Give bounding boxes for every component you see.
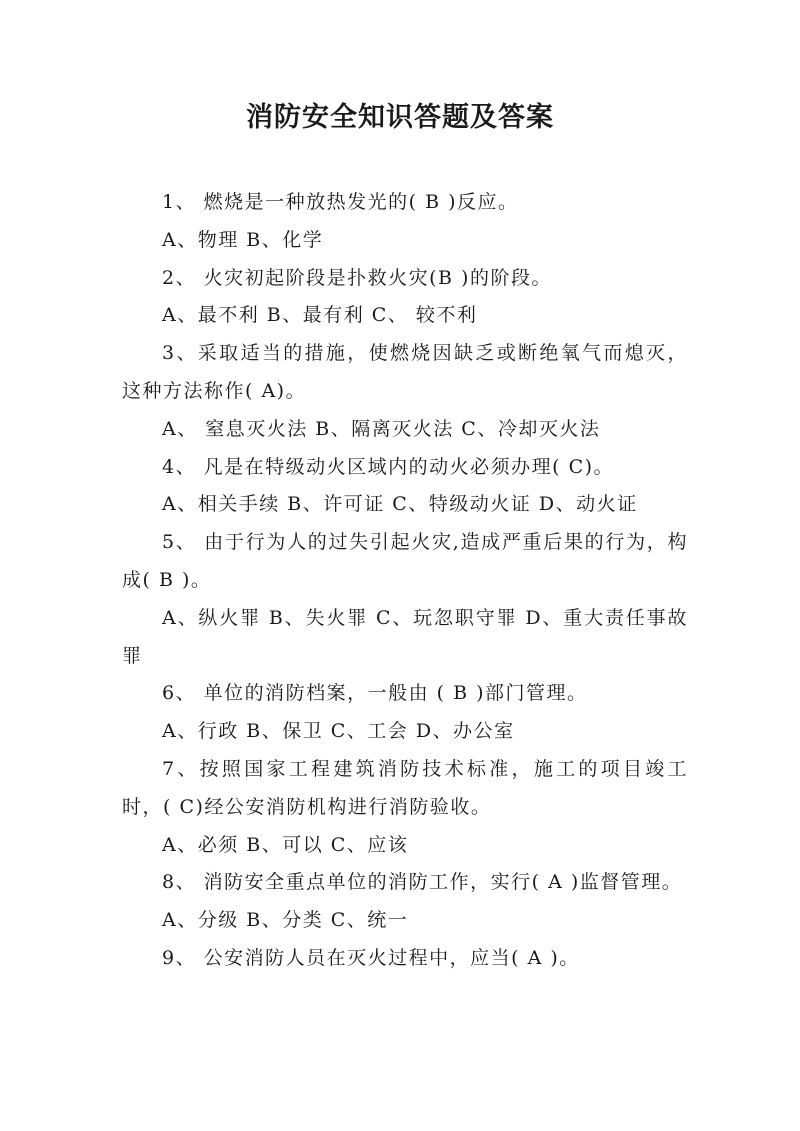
question-9: 9、 公安消防人员在灭火过程中，应当( A )。 <box>162 946 580 969</box>
question-2: 2、 火灾初起阶段是扑救火灾(B )的阶段。 <box>162 266 552 289</box>
question-4: 4、 凡是在特级动火区域内的动火必须办理( C)。 <box>162 455 615 478</box>
question-1-options: A、物理 B、化学 <box>162 228 324 251</box>
question-6-options: A、行政 B、保卫 C、工会 D、办公室 <box>162 720 515 743</box>
document-title: 消防安全知识答题及答案 <box>246 102 554 133</box>
question-4-options: A、相关手续 B、许可证 C、特级动火证 D、动火证 <box>162 493 638 516</box>
question-3-options: A、 窒息灭火法 B、隔离灭火法 C、冷却灭火法 <box>162 417 601 440</box>
question-7: 7、按照国家工程建筑消防技术标准，施工的项目竣工时，( C)经公安消防机构进行消防验收。 <box>122 757 688 818</box>
question-7-options: A、必须 B、可以 C、应该 <box>162 833 409 856</box>
document-body <box>122 184 688 978</box>
question-2-options: A、最不利 B、最有利 C、 较不利 <box>162 304 478 327</box>
question-5-options: A、纵火罪 B、失火罪 C、玩忽职守罪 D、重大责任事故罪 <box>122 606 688 667</box>
question-8-options: A、分级 B、分类 C、统一 <box>162 909 409 932</box>
question-5: 5、 由于行为人的过失引起火灾,造成严重后果的行为，构成( B )。 <box>122 531 688 591</box>
question-1: 1、 燃烧是一种放热发光的( B )反应。 <box>162 191 519 213</box>
question-6: 6、 单位的消防档案，一般由 ( B )部门管理。 <box>162 682 588 705</box>
question-8: 8、 消防安全重点单位的消防工作，实行( A )监督管理。 <box>162 871 683 894</box>
question-3: 3、采取适当的措施，使燃烧因缺乏或断绝氧气而熄灭，这种方法称作( A)。 <box>122 342 688 402</box>
